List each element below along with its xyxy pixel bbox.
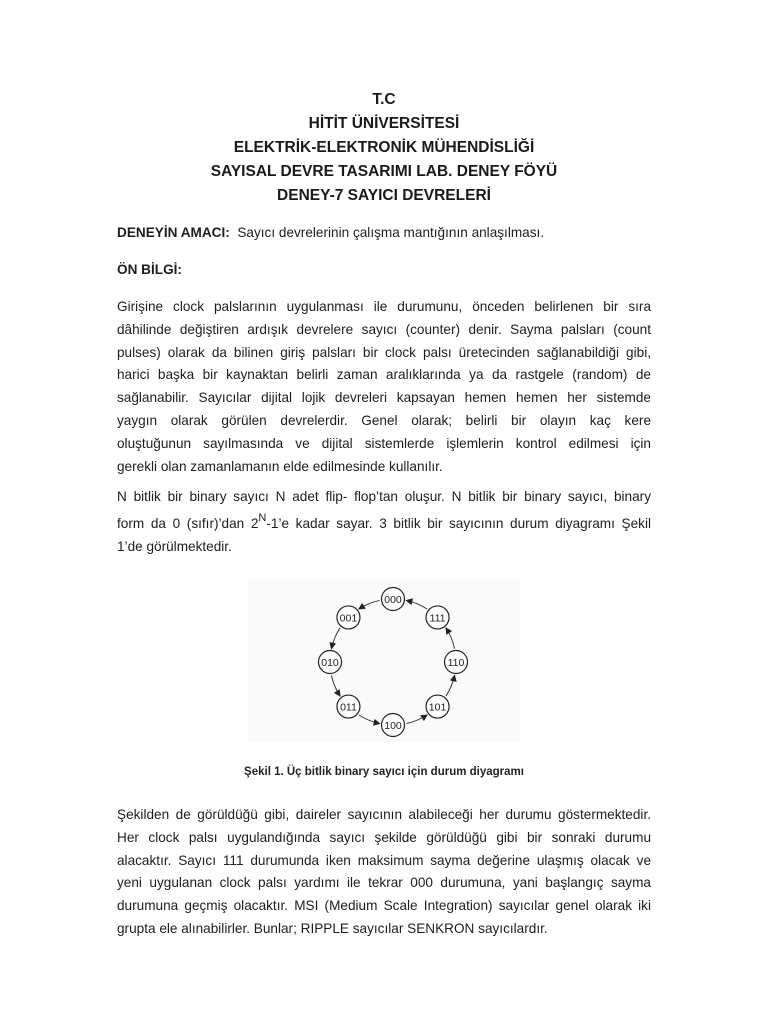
title-university: HİTİT ÜNİVERSİTESİ <box>308 115 460 132</box>
transition-arrow <box>406 600 427 609</box>
paragraph-line-with-exponent <box>117 513 651 536</box>
state-label: 101 <box>428 701 447 714</box>
explanation-paragraph <box>117 804 651 941</box>
paragraph-line: alacaktır. Sayıcı 111 durumunda iken maksimum sayma değerine ulaşmış olacak ve <box>117 852 651 868</box>
background-paragraph-2 <box>117 486 651 558</box>
state-label: 110 <box>447 656 465 669</box>
state-label: 010 <box>321 656 339 669</box>
paragraph-line: N bitlik bir binary sayıcı N adet flip- flop’tan oluşur. N bitlik bir binary sayıcı, binary <box>117 489 651 504</box>
transition-arrow <box>359 715 380 724</box>
paragraph-line: Şekilden de görüldüğü gibi, daireler sayıcının alabileceği her durumu göstermektedir. <box>117 807 651 822</box>
state-label: 001 <box>339 612 358 625</box>
state-node <box>445 651 468 674</box>
paragraph-segment: -1’e kadar sayar. 3 bitlik bir sayıcının durum diyagramı Şekil <box>266 515 651 531</box>
paragraph-line: gerekli olan zamanlamanın elde edilmesinde kullanılır. <box>117 458 443 474</box>
state-label: 111 <box>429 612 446 625</box>
transition-arrow <box>446 675 455 696</box>
paragraph-line: sağlanabilir. Sayıcılar dijital lojik devreleri kapsayan hemen hemen her sistemde <box>117 390 651 406</box>
figure-caption: Şekil 1. Üç bitlik binary sayıcı için durum diyagramı <box>244 766 524 778</box>
state-node <box>337 695 360 718</box>
state-node <box>337 606 360 629</box>
paragraph-line: durumuna geçmiş olacaktır. MSI (Medium Scale Integration) sayıcılar genel olarak iki <box>117 898 651 914</box>
transition-arrow <box>359 600 380 609</box>
state-label: 100 <box>384 719 402 732</box>
transition-arrow <box>446 628 455 649</box>
background-heading: ÖN BİLGİ: <box>117 262 182 277</box>
paragraph-line: harici başka bir kaynaktan belirli zaman aralıklarında ya da rastgele (random) de <box>117 367 651 383</box>
paragraph-line: Her clock palsı uygulandığında sayıcı şekilde görüldüğü gibi bir sonraki durumu <box>117 829 651 845</box>
paragraph-line: pulses) olarak da bilinen giriş palsları bir clock palsı üretecinden sağlanabildiği gibi, <box>117 344 651 360</box>
state-node <box>426 606 449 629</box>
state-label: 011 <box>340 701 357 714</box>
paragraph-line: yaygın olarak görülen devrelerdir. Genel olarak; belirli bir olayın kaç kere <box>117 412 651 428</box>
transition-arrow <box>406 715 427 724</box>
purpose-label: DENEYİN AMACI: <box>117 225 230 240</box>
state-node <box>382 714 405 737</box>
paragraph-line: Girişine clock palslarının uygulanması ile durumunu, önceden belirlenen bir sıra <box>117 299 651 314</box>
paragraph-line: yeni uygulanan clock palsı yardımı ile tekrar 000 durumuna, yani başlangıç sayma <box>117 875 651 891</box>
title-country: T.C <box>372 91 396 108</box>
title-department: ELEKTRİK-ELEKTRONİK MÜHENDİSLİĞİ <box>233 139 535 156</box>
state-diagram <box>248 580 520 742</box>
title-experiment: DENEY-7 SAYICI DEVRELERİ <box>277 187 491 204</box>
transition-arrow <box>331 675 340 696</box>
background-paragraph-1 <box>117 296 651 478</box>
state-node <box>319 651 342 674</box>
state-node <box>382 588 405 611</box>
paragraph-line: oluştuğunun sayılmasında ve dijital sistemlerde işlemlerin kontrol edilmesi için <box>117 435 651 451</box>
state-label: 000 <box>384 593 402 606</box>
document-title-block <box>0 88 768 208</box>
paragraph-segment: form da 0 (sıfır)’dan 2 <box>117 515 259 531</box>
state-node <box>426 695 449 718</box>
purpose-text: Sayıcı devrelerinin çalışma mantığının anlaşılması. <box>237 225 545 240</box>
paragraph-line: 1’de görülmektedir. <box>117 538 232 554</box>
title-course: SAYISAL DEVRE TASARIMI LAB. DENEY FÖYÜ <box>210 163 558 180</box>
paragraph-line: dâhilinde değiştiren ardışık devrelere sayıcı (counter) denir. Sayma palsları (count <box>117 321 651 337</box>
purpose-line <box>117 222 651 245</box>
transition-arrow <box>331 628 340 649</box>
paragraph-line: grupta ele alınabilirler. Bunlar; RIPPLE sayıcılar SENKRON sayıcılardır. <box>117 920 548 936</box>
state-diagram-figure <box>248 580 520 742</box>
exponent-n: N <box>258 511 267 524</box>
